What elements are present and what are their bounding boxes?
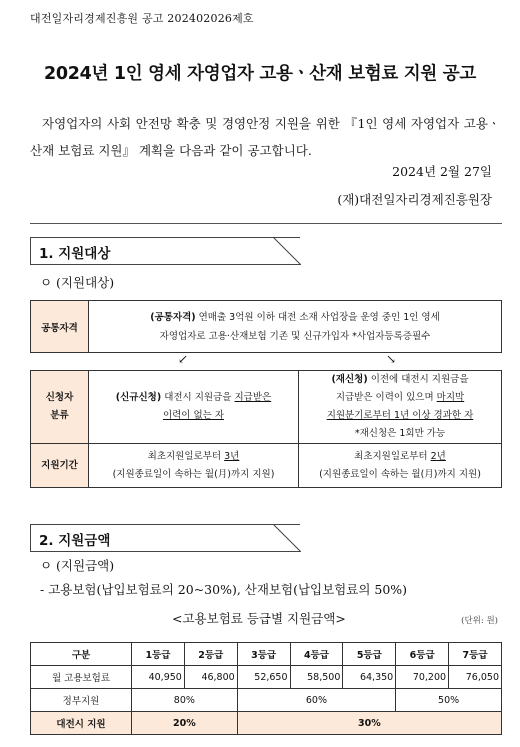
re-period-years: 2년 — [430, 450, 446, 462]
common-qualification-label: 공통자격 — [31, 301, 89, 353]
re-applicant-text2-underline: 마지막 — [436, 392, 465, 403]
new-applicant-text2: 이력이 없는 자 — [162, 410, 225, 421]
header-cell: 2등급 — [184, 643, 237, 666]
row-label: 정부지원 — [31, 689, 132, 712]
new-applicant-cell — [89, 371, 299, 444]
table-header-row — [31, 643, 502, 666]
header-cell: 3등급 — [237, 643, 290, 666]
re-applicant-text3: 지원분기로부터 1년 이상 경과한 자 — [326, 410, 474, 421]
table-row — [31, 689, 502, 712]
period-label: 지원기간 — [31, 444, 89, 488]
premium-support-table — [30, 642, 502, 735]
heading-corner-decoration — [273, 524, 301, 552]
row-label: 월 고용보험료 — [31, 666, 132, 689]
header-cell: 1등급 — [132, 643, 185, 666]
unit-note: (단위: 원) — [461, 616, 498, 626]
divider — [30, 223, 502, 224]
premium-cell: 76,050 — [449, 666, 502, 689]
applicant-label — [31, 371, 89, 444]
re-period-cell — [299, 444, 502, 488]
re-applicant-cell — [299, 371, 502, 444]
branch-arrows — [30, 352, 502, 370]
notice-date: 2024년 2월 27일 — [392, 164, 492, 179]
new-period-years: 3년 — [224, 450, 240, 462]
arrow-down-right-icon: ↘ — [386, 352, 397, 366]
gov-support-cell: 80% — [132, 689, 238, 712]
re-applicant-bold: (재신청) — [331, 374, 368, 385]
table-row — [31, 666, 502, 689]
re-applicant-text1: 이전에 대전시 지원금을 — [367, 374, 469, 385]
premium-cell: 64,350 — [343, 666, 396, 689]
re-period-note: (지원종료일이 속하는 월(月)까지 지원) — [319, 468, 481, 480]
section-heading-amount — [30, 524, 300, 552]
re-period-pre: 최초지원일로부터 — [354, 450, 431, 462]
notice-number: 대전일자리경제진흥원 공고 202402026제호 — [30, 12, 254, 25]
section-heading-label: 1. 지원대상 — [39, 246, 111, 262]
city-support-cell: 20% — [132, 712, 238, 735]
applicant-label-line1: 신청자 — [45, 392, 74, 403]
table-row — [31, 712, 502, 735]
new-applicant-text1: 대전시 지원금을 — [161, 392, 235, 403]
common-bold: (공통자격) — [150, 311, 196, 323]
header-cell: 구분 — [31, 643, 132, 666]
premium-cell: 70,200 — [396, 666, 449, 689]
common-line1: 연매출 3억원 이하 대전 소재 사업장을 운영 중인 1인 영세 — [195, 311, 440, 323]
row-label: 대전시 지원 — [31, 712, 132, 735]
heading-corner-decoration — [273, 237, 301, 265]
new-applicant-text1-underline: 지급받은 — [234, 392, 272, 403]
issuer: (재)대전일자리경제진흥원장 — [337, 192, 492, 207]
header-cell: 4등급 — [290, 643, 343, 666]
header-cell: 7등급 — [449, 643, 502, 666]
new-period-note: (지원종료일이 속하는 월(月)까지 지원) — [112, 468, 275, 480]
header-cell: 6등급 — [396, 643, 449, 666]
amount-item: ㅇ (지원금액) — [40, 558, 115, 573]
new-period-pre: 최초지원일로부터 — [147, 450, 225, 462]
common-qualification-table — [30, 300, 502, 353]
table-caption: <고용보험료 등급별 지원금액> — [172, 611, 346, 626]
re-applicant-note: *재신청은 1회만 가능 — [354, 428, 446, 439]
new-period-cell — [89, 444, 299, 488]
amount-detail: - 고용보험(납입보험료의 20~30%), 산재보험(납입보험료의 50%) — [40, 582, 408, 597]
premium-cell: 58,500 — [290, 666, 343, 689]
common-qualification-text — [89, 301, 502, 353]
re-applicant-text2: 지급받은 이력이 있으며 — [335, 392, 437, 403]
city-support-cell: 30% — [237, 712, 501, 735]
page-title: 2024년 1인 영세 자영업자 고용ㆍ산재 보험료 지원 공고 — [43, 64, 477, 84]
applicant-label-line2: 분류 — [50, 410, 69, 421]
gov-support-cell: 60% — [237, 689, 396, 712]
section-heading-label: 2. 지원금액 — [39, 533, 111, 549]
premium-cell: 52,650 — [237, 666, 290, 689]
applicant-table — [30, 370, 502, 488]
arrow-down-left-icon: ↙ — [178, 352, 189, 366]
premium-cell: 40,950 — [132, 666, 185, 689]
new-applicant-bold: (신규신청) — [115, 392, 162, 403]
header-cell: 5등급 — [343, 643, 396, 666]
common-line2: 자영업자로 고용·산재보험 기존 및 신규가입자 *사업자등록증필수 — [159, 330, 431, 342]
gov-support-cell: 50% — [396, 689, 502, 712]
section-heading-eligibility — [30, 237, 300, 265]
intro-paragraph: 자영업자의 사회 안전망 확충 및 경영안정 지원을 위한 『1인 영세 자영업자 고용ㆍ산재 보험료 지원』 계획을 다음과 같이 공고합니다. — [30, 116, 500, 158]
eligibility-item: ㅇ (지원대상) — [40, 275, 115, 290]
premium-cell: 46,800 — [184, 666, 237, 689]
